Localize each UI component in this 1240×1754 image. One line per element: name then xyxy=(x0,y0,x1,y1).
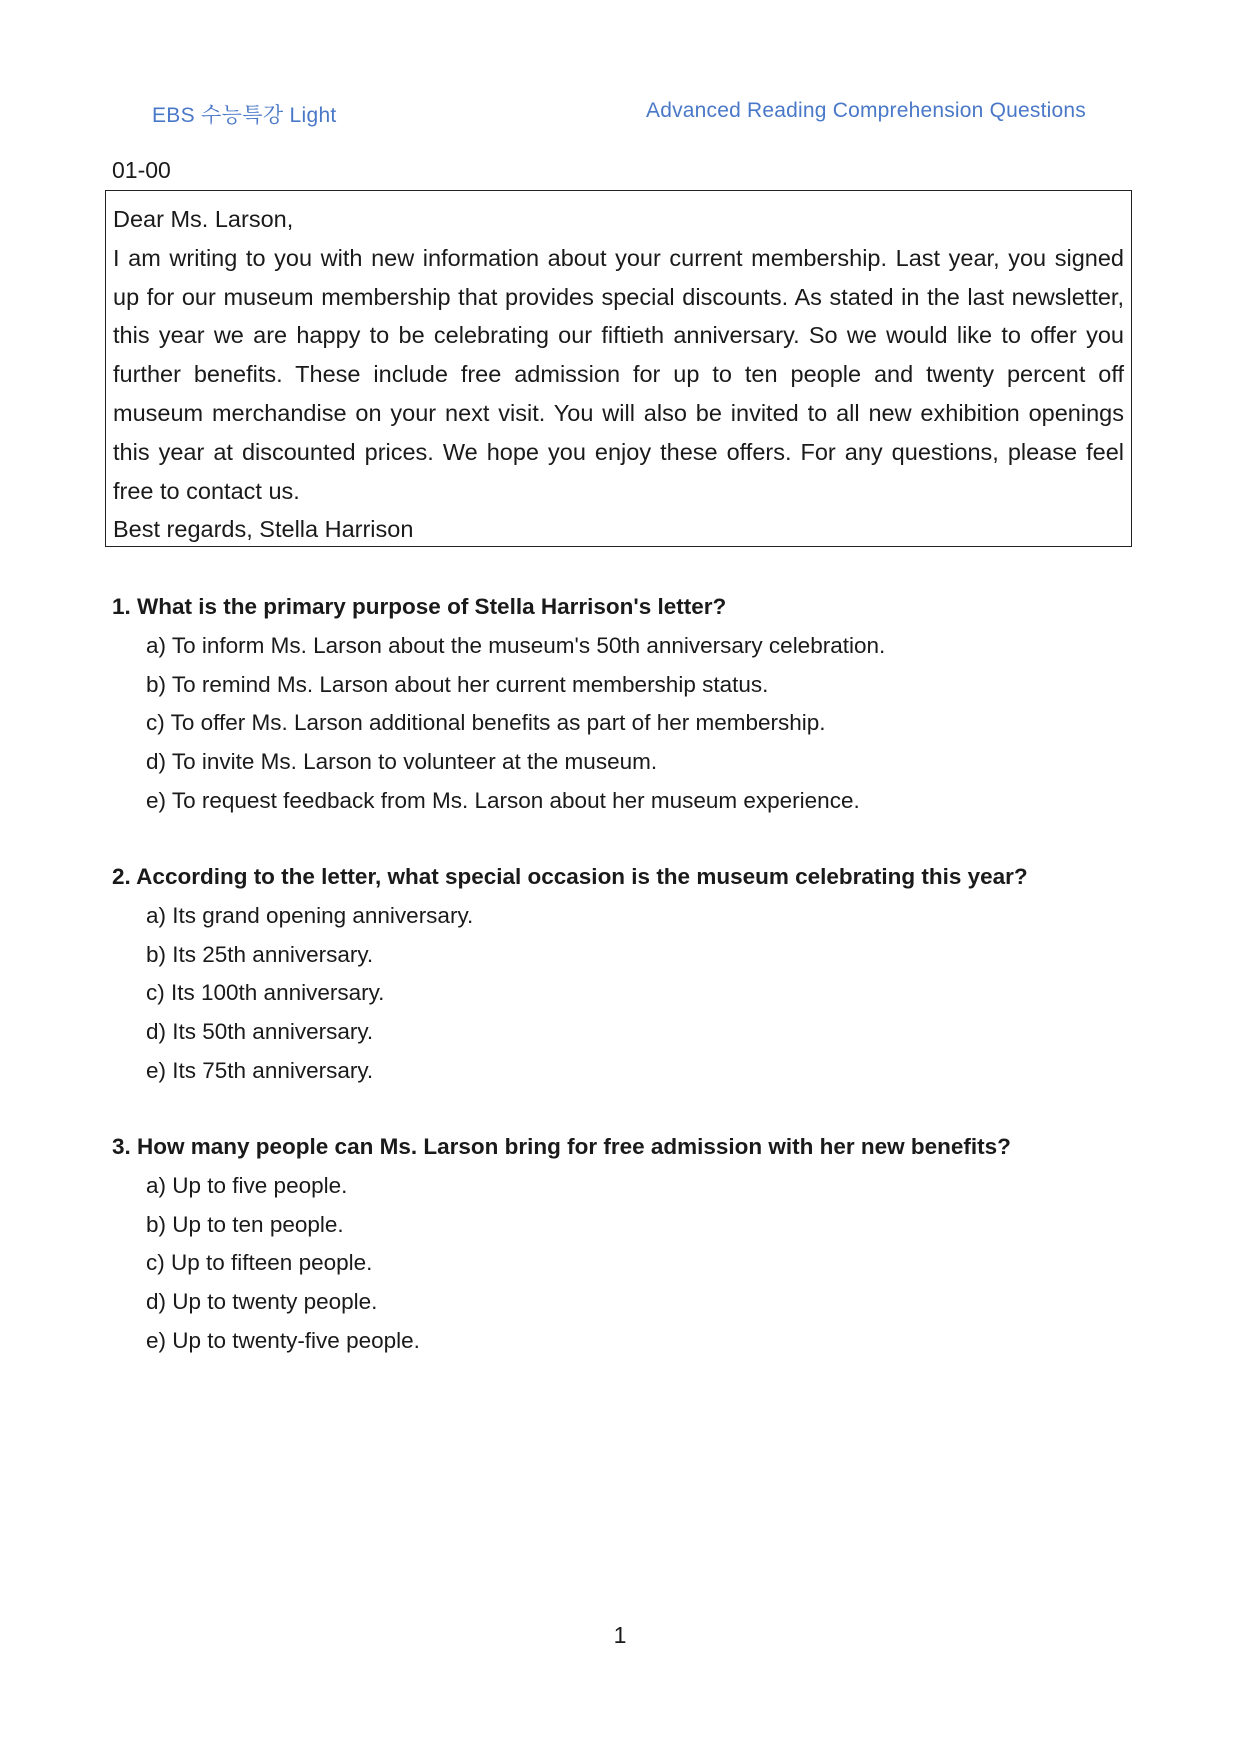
passage-box xyxy=(105,190,1132,547)
question-3 xyxy=(112,1128,1132,1361)
question-3-option-b[interactable]: b) Up to ten people. xyxy=(146,1211,344,1237)
question-1-option-c[interactable]: c) To offer Ms. Larson additional benefits as part of her membership. xyxy=(146,710,826,736)
header-left-title: EBS 수능특강 Light xyxy=(152,104,337,127)
question-3-option-c[interactable]: c) Up to fifteen people. xyxy=(146,1250,373,1276)
question-1-options xyxy=(112,627,1132,821)
question-3-option-e[interactable]: e) Up to twenty-five people. xyxy=(146,1327,420,1353)
question-2-option-d[interactable]: d) Its 50th anniversary. xyxy=(146,1019,374,1045)
question-2 xyxy=(112,858,1132,1091)
question-2-option-b[interactable]: b) Its 25th anniversary. xyxy=(146,941,374,967)
question-2-title: 2. According to the letter, what special occasion is the museum celebrating this year? xyxy=(112,864,1028,889)
question-1-option-e[interactable]: e) To request feedback from Ms. Larson about her museum experience. xyxy=(146,787,860,813)
question-1-option-a[interactable]: a) To inform Ms. Larson about the museum's 50th anniversary celebration. xyxy=(146,632,886,658)
passage-body: I am writing to you with new information about your current membership. Last year, you signed up for our museum membership that provides special discounts. As stated in the last newsletter, this year we are happy to be celebrating our fiftieth anniversary. So we would like to offer you further benefits. These include free admission for up to ten people and twenty percent off museum merchandise on your next visit. You will also be invited to all new exhibition openings this year at discounted prices. We hope you enjoy these offers. For any questions, please feel free to contact us. xyxy=(113,244,1124,504)
question-1-title: 1. What is the primary purpose of Stella Harrison's letter? xyxy=(112,594,727,619)
question-2-option-a[interactable]: a) Its grand opening anniversary. xyxy=(146,902,474,928)
page-number: 1 xyxy=(613,1622,627,1648)
question-3-option-a[interactable]: a) Up to five people. xyxy=(146,1172,348,1198)
question-1-option-d[interactable]: d) To invite Ms. Larson to volunteer at the museum. xyxy=(146,749,658,775)
passage-id: 01-00 xyxy=(112,157,171,183)
passage-greeting: Dear Ms. Larson, xyxy=(113,206,294,232)
passage-closing: Best regards, Stella Harrison xyxy=(113,516,414,543)
question-1-option-b[interactable]: b) To remind Ms. Larson about her current membership status. xyxy=(146,671,769,697)
question-3-options xyxy=(112,1167,1132,1361)
question-3-option-d[interactable]: d) Up to twenty people. xyxy=(146,1289,378,1315)
header-right-title: Advanced Reading Comprehension Questions xyxy=(646,99,1086,122)
question-2-options xyxy=(112,897,1132,1091)
question-2-option-e[interactable]: e) Its 75th anniversary. xyxy=(146,1057,374,1083)
question-1 xyxy=(112,588,1132,821)
question-3-title: 3. How many people can Ms. Larson bring for free admission with her new benefits? xyxy=(112,1134,1011,1159)
question-2-option-c[interactable]: c) Its 100th anniversary. xyxy=(146,980,385,1006)
